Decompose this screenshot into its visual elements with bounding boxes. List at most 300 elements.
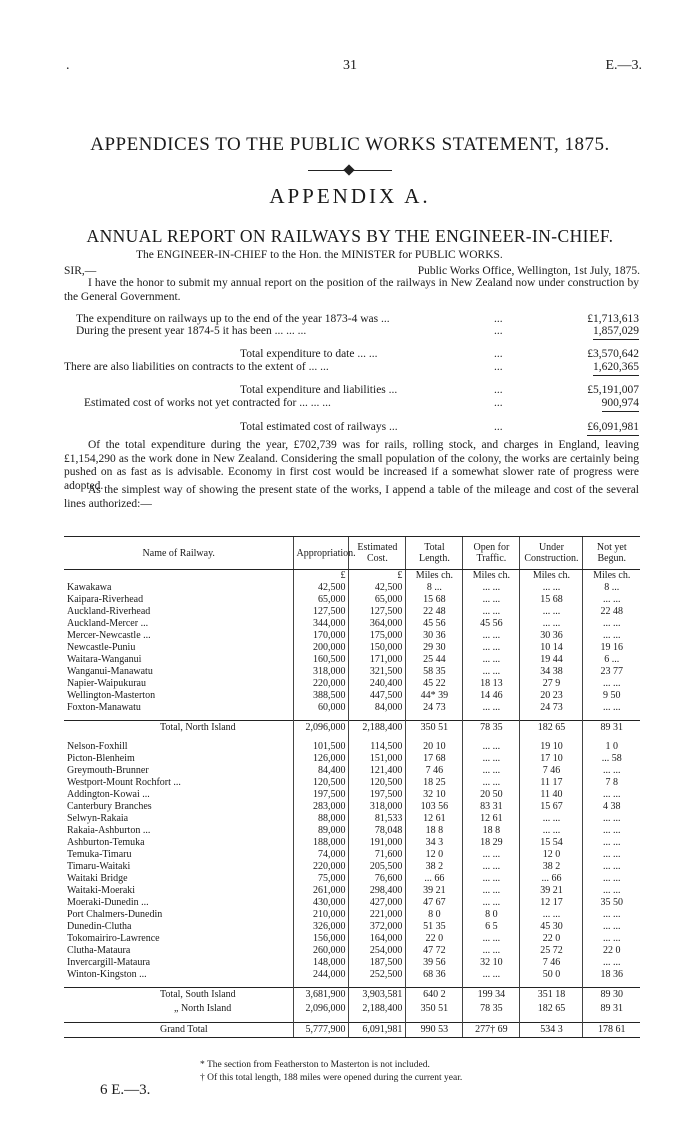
- railway-name: Foxton-Manawatu: [67, 702, 141, 714]
- col-not-begun-header: Not yet Begun.: [583, 537, 640, 570]
- col-not-begun-value: ... ...: [583, 618, 640, 630]
- table-row: [64, 753, 640, 765]
- col-estimated-cost-value: 127,500: [349, 606, 406, 618]
- footnote-2: † Of this total length, 188 miles were opened during the current year.: [200, 1073, 463, 1083]
- summary-label: During the present year 1874-5 it has been ... ... ...: [76, 325, 307, 337]
- col-open-value: 199 34: [463, 988, 520, 1003]
- col-under-construction-value: 534 3: [520, 1023, 583, 1038]
- col-estimated-cost-value: 191,000: [349, 837, 406, 849]
- col-open-value: 18 8: [463, 825, 520, 837]
- col-appropriation-value: 2,096,000: [294, 721, 349, 736]
- railway-name: Winton-Kingston ...: [67, 969, 147, 981]
- col-estimated-cost-value: 151,000: [349, 753, 406, 765]
- col-open-value: ... ...: [463, 606, 520, 618]
- col-not-begun-value: ... ...: [583, 702, 640, 714]
- railway-name: [64, 570, 294, 583]
- table-row: [64, 618, 640, 630]
- col-under-construction-value: ... ...: [520, 909, 583, 921]
- col-appropriation-value: 42,500: [294, 582, 349, 594]
- col-estimated-cost-value: 205,500: [349, 861, 406, 873]
- table-row: [64, 861, 640, 873]
- col-estimated-cost-value: 150,000: [349, 642, 406, 654]
- col-under-construction-value: 19 44: [520, 654, 583, 666]
- table-row: [64, 702, 640, 714]
- table-row: [64, 933, 640, 945]
- summary-amount: 900,974: [602, 397, 639, 412]
- salutation: SIR,—: [64, 265, 97, 277]
- col-open-value: ... ...: [463, 861, 520, 873]
- col-open-value: ... ...: [463, 777, 520, 789]
- page-header: [0, 58, 700, 74]
- railway-name: Rakaia-Ashburton ...: [67, 825, 151, 837]
- table-row: [64, 957, 640, 969]
- document-reference: E.—3.: [605, 58, 642, 73]
- col-total-length-value: 68 36: [406, 969, 463, 981]
- col-under-construction-value: ... ...: [520, 618, 583, 630]
- summary-amount: £5,191,007: [587, 384, 639, 396]
- railway-name: „ North Island: [174, 1003, 232, 1015]
- col-appropriation-value: 120,500: [294, 777, 349, 789]
- col-not-begun-value: ... ...: [583, 813, 640, 825]
- summary-amount: 1,857,029: [593, 325, 639, 340]
- col-under-construction-value: ... 66: [520, 873, 583, 885]
- col-under-construction-value: 20 23: [520, 690, 583, 702]
- col-appropriation-value: 75,000: [294, 873, 349, 885]
- col-appropriation-value: 101,500: [294, 741, 349, 753]
- table-row: [64, 801, 640, 813]
- col-under-construction-value: 182 65: [520, 721, 583, 736]
- col-estimated-cost-value: 197,500: [349, 789, 406, 801]
- table-row: [64, 945, 640, 957]
- col-under-construction-value: 12 17: [520, 897, 583, 909]
- col-appropriation-value: 126,000: [294, 753, 349, 765]
- col-total-length-value: 8 ...: [406, 582, 463, 594]
- summary-row: [64, 325, 639, 339]
- col-appropriation-value: 127,500: [294, 606, 349, 618]
- col-total-length-value: 51 35: [406, 921, 463, 933]
- col-estimated-cost-value: 240,400: [349, 678, 406, 690]
- col-total-length-value: 22 48: [406, 606, 463, 618]
- table-row: [64, 765, 640, 777]
- col-open-value: ... ...: [463, 897, 520, 909]
- col-total-length-value: Miles ch.: [406, 570, 463, 583]
- col-estimated-cost-value: 76,600: [349, 873, 406, 885]
- table-row: [64, 813, 640, 825]
- railway-name: Auckland-Mercer ...: [67, 618, 149, 630]
- col-total-length-value: 24 73: [406, 702, 463, 714]
- col-estimated-cost-value: 120,500: [349, 777, 406, 789]
- col-open-value: 20 50: [463, 789, 520, 801]
- col-estimated-cost-value: 3,903,581: [349, 988, 406, 1003]
- col-total-length-value: 22 0: [406, 933, 463, 945]
- summary-leader: ...: [494, 361, 503, 373]
- col-not-begun-value: ... 58: [583, 753, 640, 765]
- col-total-length-value: 12 0: [406, 849, 463, 861]
- railway-name: Westport-Mount Rochfort ...: [67, 777, 181, 789]
- col-under-construction-value: 30 36: [520, 630, 583, 642]
- col-total-length-value: 103 56: [406, 801, 463, 813]
- col-estimated-cost-value: 84,000: [349, 702, 406, 714]
- railway-name: Dunedin-Clutha: [67, 921, 132, 933]
- col-estimated-cost-value: 65,000: [349, 594, 406, 606]
- col-estimated-cost-value: 252,500: [349, 969, 406, 981]
- col-estimated-cost-value: 71,600: [349, 849, 406, 861]
- col-open-value: ... ...: [463, 849, 520, 861]
- col-open-header: Open for Traffic.: [463, 537, 520, 570]
- col-under-construction-value: 15 68: [520, 594, 583, 606]
- col-open-value: ... ...: [463, 945, 520, 957]
- col-total-length-value: 350 51: [406, 721, 463, 736]
- col-not-begun-value: 89 30: [583, 988, 640, 1003]
- col-open-value: ... ...: [463, 654, 520, 666]
- col-total-length-value: 34 3: [406, 837, 463, 849]
- col-under-construction-value: 38 2: [520, 861, 583, 873]
- railway-name: Addington-Kowai ...: [67, 789, 150, 801]
- table-body: [64, 570, 640, 1038]
- col-total-length-value: 12 61: [406, 813, 463, 825]
- col-estimated-cost-value: 221,000: [349, 909, 406, 921]
- col-not-begun-value: ... ...: [583, 594, 640, 606]
- col-total-length-value: 39 21: [406, 885, 463, 897]
- col-total-length-value: 350 51: [406, 1002, 463, 1016]
- table-header-row: [64, 537, 640, 570]
- col-appropriation-value: 74,000: [294, 849, 349, 861]
- summary-amount: £1,713,613: [587, 313, 639, 325]
- col-total-length-value: ... 66: [406, 873, 463, 885]
- railway-name: Kaipara-Riverhead: [67, 594, 144, 606]
- table-row: [64, 690, 640, 702]
- col-estimated-cost-value: 164,000: [349, 933, 406, 945]
- col-not-begun-value: ... ...: [583, 873, 640, 885]
- table-row: [64, 606, 640, 618]
- col-appropriation-value: 318,000: [294, 666, 349, 678]
- railway-name: Total, North Island: [64, 721, 294, 736]
- col-not-begun-value: ... ...: [583, 678, 640, 690]
- col-under-construction-value: 17 10: [520, 753, 583, 765]
- table-row: [64, 897, 640, 909]
- table-row: [64, 594, 640, 606]
- col-under-construction-value: Miles ch.: [520, 570, 583, 583]
- col-appropriation-value: 2,096,000: [294, 1002, 349, 1016]
- col-open-value: ... ...: [463, 630, 520, 642]
- col-total-length-value: 30 36: [406, 630, 463, 642]
- table-row: [64, 837, 640, 849]
- col-not-begun-value: 9 50: [583, 690, 640, 702]
- col-not-begun-value: 4 38: [583, 801, 640, 813]
- col-total-length-value: 18 25: [406, 777, 463, 789]
- col-total-length-value: 45 22: [406, 678, 463, 690]
- col-total-length-value: 39 56: [406, 957, 463, 969]
- col-under-construction-value: 15 54: [520, 837, 583, 849]
- col-appropriation-value: 388,500: [294, 690, 349, 702]
- col-appropriation-value: 260,000: [294, 945, 349, 957]
- table-row: [64, 873, 640, 885]
- col-appropriation-header: Appropriation.: [294, 537, 349, 570]
- col-appropriation-value: 430,000: [294, 897, 349, 909]
- col-under-construction-value: 15 67: [520, 801, 583, 813]
- col-total-length-value: 38 2: [406, 861, 463, 873]
- col-appropriation-value: 156,000: [294, 933, 349, 945]
- col-appropriation-value: 210,000: [294, 909, 349, 921]
- railway-table: [64, 536, 640, 1038]
- col-under-construction-value: 39 21: [520, 885, 583, 897]
- col-appropriation-value: 344,000: [294, 618, 349, 630]
- col-estimated-cost-value: 6,091,981: [349, 1023, 406, 1038]
- col-under-construction-value: 12 0: [520, 849, 583, 861]
- north-total-repeat-row: [64, 1002, 640, 1016]
- col-not-begun-value: 22 48: [583, 606, 640, 618]
- col-total-length-value: 8 0: [406, 909, 463, 921]
- col-estimated-cost-value: 321,500: [349, 666, 406, 678]
- col-appropriation-value: 220,000: [294, 678, 349, 690]
- title-ornament: [308, 166, 392, 176]
- col-total-length-value: 44* 39: [406, 690, 463, 702]
- col-open-value: ... ...: [463, 582, 520, 594]
- col-total-length-header: Total Length.: [406, 537, 463, 570]
- col-estimated-cost-value: 78,048: [349, 825, 406, 837]
- col-not-begun-value: ... ...: [583, 909, 640, 921]
- summary-label: Total expenditure to date ... ...: [240, 348, 378, 360]
- summary-leader: ...: [494, 384, 503, 396]
- page-number: 31: [343, 58, 357, 73]
- col-under-construction-value: ... ...: [520, 813, 583, 825]
- col-under-construction-value: ... ...: [520, 825, 583, 837]
- col-under-construction-value: ... ...: [520, 582, 583, 594]
- col-appropriation-value: 261,000: [294, 885, 349, 897]
- railway-name: Kawakawa: [67, 582, 112, 594]
- col-not-begun-value: 19 16: [583, 642, 640, 654]
- col-appropriation-value: 220,000: [294, 861, 349, 873]
- col-open-value: ... ...: [463, 933, 520, 945]
- col-under-construction-value: 7 46: [520, 765, 583, 777]
- table-intro-paragraph: As the simplest way of showing the present state of the works, I append a table of the mileage and cost of the several lines authorized:—: [64, 484, 639, 510]
- railway-name: Waitaki Bridge: [67, 873, 128, 885]
- summary-amount: £3,570,642: [587, 348, 639, 360]
- col-open-value: 12 61: [463, 813, 520, 825]
- col-total-length-value: 17 68: [406, 753, 463, 765]
- col-open-value: 78 35: [463, 1002, 520, 1016]
- col-open-value: 32 10: [463, 957, 520, 969]
- col-estimated-cost-value: 81,533: [349, 813, 406, 825]
- col-total-length-value: 25 44: [406, 654, 463, 666]
- col-not-begun-value: ... ...: [583, 957, 640, 969]
- col-open-value: 18 29: [463, 837, 520, 849]
- col-open-value: 6 5: [463, 921, 520, 933]
- col-not-begun-value: ... ...: [583, 825, 640, 837]
- col-not-begun-value: 18 36: [583, 969, 640, 981]
- col-not-begun-value: ... ...: [583, 933, 640, 945]
- railway-name: Port Chalmers-Dunedin: [67, 909, 163, 921]
- col-open-value: 83 31: [463, 801, 520, 813]
- units-row: [64, 570, 640, 583]
- col-not-begun-value: ... ...: [583, 885, 640, 897]
- south-total-row: [64, 988, 640, 1003]
- railway-name: Auckland-Riverhead: [67, 606, 151, 618]
- table-row: [64, 777, 640, 789]
- col-open-value: Miles ch.: [463, 570, 520, 583]
- table-row: [64, 654, 640, 666]
- table-row: [64, 642, 640, 654]
- table-row: [64, 885, 640, 897]
- table-row: [64, 789, 640, 801]
- col-estimated-cost-value: 2,188,400: [349, 721, 406, 736]
- summary-amount: £6,091,981: [587, 421, 639, 436]
- col-not-begun-value: 1 0: [583, 741, 640, 753]
- col-total-length-value: 47 72: [406, 945, 463, 957]
- col-estimated-cost-header: Estimated Cost.: [349, 537, 406, 570]
- col-under-construction-header: Under Construction.: [520, 537, 583, 570]
- summary-leader: ...: [494, 421, 503, 433]
- col-estimated-cost-value: 372,000: [349, 921, 406, 933]
- col-under-construction-value: 25 72: [520, 945, 583, 957]
- col-not-begun-value: ... ...: [583, 837, 640, 849]
- col-open-value: 78 35: [463, 721, 520, 736]
- summary-row: [64, 397, 639, 411]
- summary-row: [64, 421, 639, 435]
- col-under-construction-value: 19 10: [520, 741, 583, 753]
- col-appropriation-value: 188,000: [294, 837, 349, 849]
- col-estimated-cost-value: 447,500: [349, 690, 406, 702]
- col-appropriation-value: 326,000: [294, 921, 349, 933]
- col-appropriation-value: £: [294, 570, 349, 583]
- table-row: [64, 582, 640, 594]
- table-row: [64, 909, 640, 921]
- col-estimated-cost-value: 171,000: [349, 654, 406, 666]
- railway-name: Selwyn-Rakaia: [67, 813, 129, 825]
- col-open-value: ... ...: [463, 666, 520, 678]
- summary-leader: ...: [494, 313, 503, 325]
- col-not-begun-value: 89 31: [583, 1002, 640, 1016]
- col-open-value: ... ...: [463, 642, 520, 654]
- col-appropriation-value: 160,500: [294, 654, 349, 666]
- railway-name: Ashburton-Temuka: [67, 837, 145, 849]
- col-appropriation-value: 60,000: [294, 702, 349, 714]
- col-estimated-cost-value: 254,000: [349, 945, 406, 957]
- col-under-construction-value: 24 73: [520, 702, 583, 714]
- col-not-begun-value: ... ...: [583, 630, 640, 642]
- summary-label: There are also liabilities on contracts to the extent of ... ...: [64, 361, 329, 373]
- col-appropriation-value: 84,400: [294, 765, 349, 777]
- col-open-value: 45 56: [463, 618, 520, 630]
- railway-name: Greymouth-Brunner: [67, 765, 149, 777]
- col-open-value: ... ...: [463, 594, 520, 606]
- col-total-length-value: 45 56: [406, 618, 463, 630]
- railway-name: Newcastle-Puniu: [67, 642, 136, 654]
- col-under-construction-value: 11 17: [520, 777, 583, 789]
- railway-name: Napier-Waipukurau: [67, 678, 146, 690]
- col-total-length-value: 29 30: [406, 642, 463, 654]
- col-open-value: ... ...: [463, 969, 520, 981]
- railway-name: Timaru-Waitaki: [67, 861, 131, 873]
- col-appropriation-value: 197,500: [294, 789, 349, 801]
- col-appropriation-value: 148,000: [294, 957, 349, 969]
- col-estimated-cost-value: 2,188,400: [349, 1002, 406, 1016]
- railway-name: Total, South Island: [64, 988, 294, 1003]
- footnote-1: * The section from Featherston to Masterton is not included.: [200, 1060, 430, 1070]
- col-estimated-cost-value: 175,000: [349, 630, 406, 642]
- col-appropriation-value: 283,000: [294, 801, 349, 813]
- col-under-construction-value: 22 0: [520, 933, 583, 945]
- col-open-value: 8 0: [463, 909, 520, 921]
- col-not-begun-value: 23 77: [583, 666, 640, 678]
- col-not-begun-value: ... ...: [583, 861, 640, 873]
- col-appropriation-value: 89,000: [294, 825, 349, 837]
- summary-label: The expenditure on railways up to the end of the year 1873-4 was ...: [76, 313, 390, 325]
- col-under-construction-value: ... ...: [520, 606, 583, 618]
- col-estimated-cost-value: 187,500: [349, 957, 406, 969]
- railway-name: Tokomairiro-Lawrence: [67, 933, 160, 945]
- col-not-begun-value: Miles ch.: [583, 570, 640, 583]
- railway-name: Picton-Blenheim: [67, 753, 135, 765]
- summary-row: [64, 361, 639, 375]
- col-open-value: 277† 69: [463, 1023, 520, 1038]
- railway-name: Invercargill-Mataura: [67, 957, 151, 969]
- intro-paragraph: I have the honor to submit my annual report on the position of the railways in New Zealand now under construction by the General Government.: [64, 277, 639, 303]
- col-under-construction-value: 45 30: [520, 921, 583, 933]
- summary-label: Total expenditure and liabilities ...: [240, 384, 398, 396]
- report-title: ANNUAL REPORT ON RAILWAYS BY THE ENGINEER-IN-CHIEF.: [86, 226, 614, 246]
- col-appropriation-value: 5,777,900: [294, 1023, 349, 1038]
- col-under-construction-value: 10 14: [520, 642, 583, 654]
- col-estimated-cost-value: 318,000: [349, 801, 406, 813]
- col-total-length-value: 58 35: [406, 666, 463, 678]
- office-dateline: Public Works Office, Wellington, 1st July, 1875.: [417, 265, 640, 277]
- railway-name: Nelson-Foxhill: [67, 741, 128, 753]
- col-appropriation-value: 3,681,900: [294, 988, 349, 1003]
- table-row: [64, 741, 640, 753]
- railway-name: Waitara-Wanganui: [67, 654, 142, 666]
- col-appropriation-value: 88,000: [294, 813, 349, 825]
- col-not-begun-value: ... ...: [583, 789, 640, 801]
- col-not-begun-value: 8 ...: [583, 582, 640, 594]
- col-open-value: ... ...: [463, 741, 520, 753]
- col-under-construction-value: 351 18: [520, 988, 583, 1003]
- report-subtitle: The ENGINEER-IN-CHIEF to the Hon. the MINISTER for PUBLIC WORKS.: [136, 249, 503, 261]
- summary-amount: 1,620,365: [593, 361, 639, 376]
- summary-row: [64, 348, 639, 362]
- col-total-length-value: 20 10: [406, 741, 463, 753]
- railway-name: Canterbury Branches: [67, 801, 152, 813]
- table-row: [64, 825, 640, 837]
- railway-name: Mercer-Newcastle ...: [67, 630, 151, 642]
- grand-total-row: [64, 1023, 640, 1038]
- railway-name: Wanganui-Manawatu: [67, 666, 153, 678]
- header-mark: .: [66, 58, 70, 73]
- col-total-length-value: 7 46: [406, 765, 463, 777]
- col-under-construction-value: 27 9: [520, 678, 583, 690]
- railway-name: Temuka-Timaru: [67, 849, 132, 861]
- col-not-begun-value: ... ...: [583, 921, 640, 933]
- col-open-value: ... ...: [463, 702, 520, 714]
- col-appropriation-value: 200,000: [294, 642, 349, 654]
- col-open-value: ... ...: [463, 873, 520, 885]
- north-total-row: [64, 721, 640, 736]
- col-estimated-cost-value: 114,500: [349, 741, 406, 753]
- col-not-begun-value: 7 8: [583, 777, 640, 789]
- col-open-value: ... ...: [463, 885, 520, 897]
- expenditure-paragraph: Of the total expenditure during the year, £702,739 was for rails, rolling stock, and charges in England, leaving £1,154,290 as the work done in New Zealand. Considering the small population of the colony, the works are certainly being pushed on as fast as is advisable. Economy in first cost would be increased if a somewhat slower rate of progress were adopted.: [64, 439, 639, 492]
- summary-leader: ...: [494, 325, 503, 337]
- col-under-construction-value: 34 38: [520, 666, 583, 678]
- col-under-construction-value: 7 46: [520, 957, 583, 969]
- col-under-construction-value: 50 0: [520, 969, 583, 981]
- footer-reference: 6 E.—3.: [100, 1082, 151, 1098]
- col-not-begun-value: 35 50: [583, 897, 640, 909]
- table-row: [64, 921, 640, 933]
- col-estimated-cost-value: 427,000: [349, 897, 406, 909]
- col-estimated-cost-value: 364,000: [349, 618, 406, 630]
- col-estimated-cost-value: 42,500: [349, 582, 406, 594]
